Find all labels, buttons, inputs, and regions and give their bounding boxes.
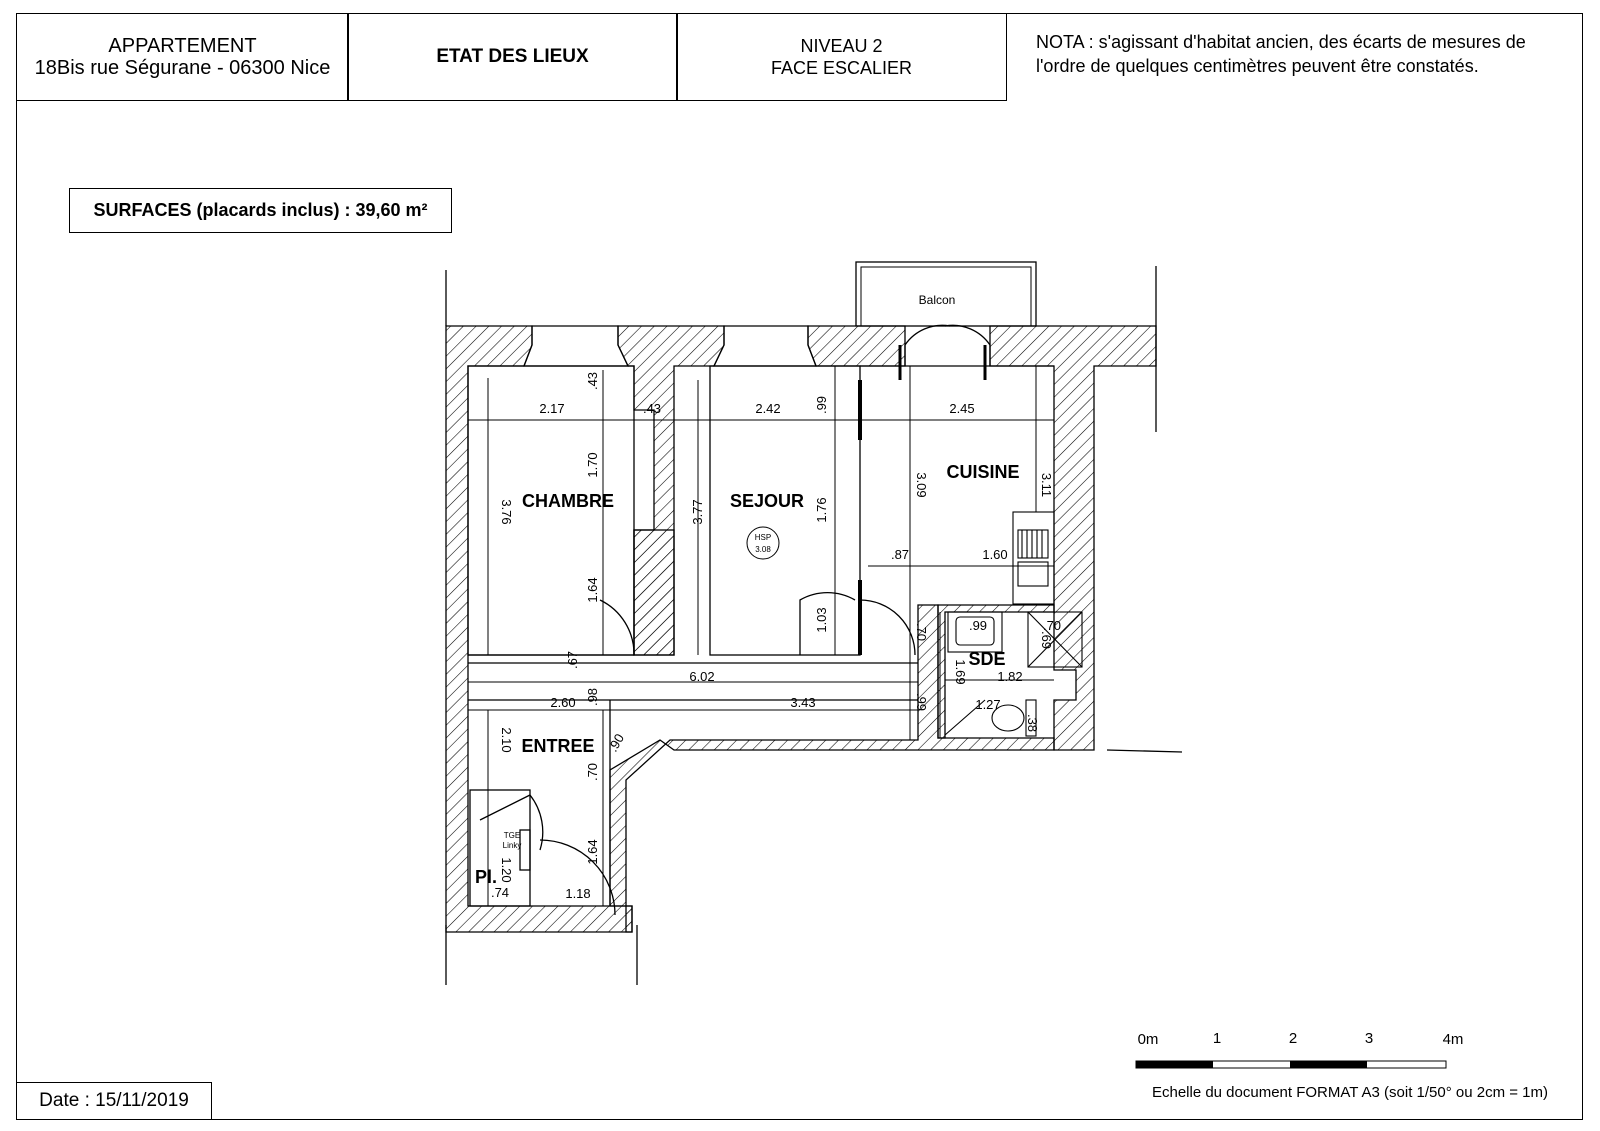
window-sejour [714, 326, 816, 366]
dim-entree-lower: 1.64 [585, 839, 600, 865]
dim-closet-depth: .43 [585, 371, 600, 391]
dim-closet-width: .43 [642, 401, 662, 416]
dim-chambre-lower: 1.64 [585, 577, 600, 603]
dim-chambre-door: .67 [565, 650, 580, 670]
hsp-marker [747, 527, 779, 559]
dim-sde-shower: .70 [1042, 618, 1062, 633]
dim-sde-depth: 1.69 [953, 659, 968, 685]
room-cuisine: CUISINE [946, 462, 1020, 482]
dimension-lines [468, 366, 1054, 906]
dim-sde-wc: .38 [1025, 713, 1040, 733]
dim-entree-passage: .70 [585, 762, 600, 782]
scale-label-3: 3 [1364, 1030, 1374, 1047]
dim-sejour-upper: 1.76 [814, 497, 829, 523]
dim-corridor-width: .98 [585, 687, 600, 707]
dim-cuisine-depth: 3.09 [914, 472, 929, 498]
scale-caption: Echelle du document FORMAT A3 (soit 1/50° ou 2cm = 1m) [1151, 1084, 1549, 1101]
room-sde: SDE [968, 649, 1006, 669]
room-placard: Pl. [474, 867, 498, 887]
dim-corridor-right-depth: .99 [914, 692, 929, 712]
dim-chambre-upper: 1.70 [585, 452, 600, 478]
surfaces-box: SURFACES (placards inclus) : 39,60 m² [69, 188, 452, 233]
address: 18Bis rue Ségurane - 06300 Nice [34, 57, 331, 79]
scale-label-0: 0m [1137, 1031, 1159, 1048]
dim-sde-left: .70 [914, 622, 929, 642]
dim-sejour-width: 2.42 [755, 401, 781, 416]
position-label: FACE ESCALIER [770, 58, 913, 78]
hsp-value: 3.08 [755, 545, 771, 554]
balcony [856, 262, 1036, 326]
dim-sde-shower-side: .69 [1039, 630, 1054, 650]
dim-cuisine-gap: .87 [890, 547, 910, 562]
wall-east [990, 326, 1156, 750]
level-label: NIVEAU 2 [800, 36, 883, 56]
window-chambre [524, 326, 628, 366]
dim-cuisine-counter: 1.60 [982, 547, 1008, 562]
scale-bar [1136, 1030, 1548, 1101]
dim-sejour-depth: 3.77 [690, 499, 705, 525]
balcony-label: Balcon [918, 293, 956, 307]
dim-cuisine-width: 2.45 [949, 401, 975, 416]
dim-entree-diag: .90 [605, 731, 628, 755]
tge-label: TGE [503, 831, 521, 840]
dim-entree-depth: 2.10 [499, 727, 514, 753]
sink-icon [1018, 530, 1048, 586]
dim-corridor-left: 2.60 [550, 695, 576, 710]
dim-corridor-right: 3.43 [790, 695, 816, 710]
document-title: ETAT DES LIEUX [436, 46, 589, 67]
dim-chambre-depth: 3.76 [499, 499, 514, 525]
room-entree: ENTREE [521, 736, 595, 756]
linky-label: Linky [502, 841, 522, 850]
dim-entree-door: 1.18 [565, 886, 591, 901]
dim-placard-width: .74 [490, 885, 510, 900]
hsp-label: HSP [754, 533, 772, 542]
room-chambre: CHAMBRE [522, 491, 614, 511]
dim-placard-depth: 1.20 [499, 857, 514, 883]
dim-sejour-door: 1.03 [814, 607, 829, 633]
property-type: APPARTEMENT [108, 35, 257, 57]
scale-label-2: 2 [1288, 1030, 1298, 1047]
wall-west [446, 326, 632, 932]
dim-sde-lower: 1.27 [975, 697, 1001, 712]
date-box: Date : 15/11/2019 [16, 1082, 212, 1120]
dim-sde-width: 1.82 [997, 669, 1023, 684]
kitchen-fixtures [1013, 512, 1054, 604]
dim-sde-sink: .99 [968, 618, 988, 633]
scale-label-4: 4m [1442, 1031, 1464, 1048]
room-sejour: SEJOUR [729, 491, 805, 511]
scale-label-1: 1 [1212, 1030, 1222, 1047]
dim-window-pier: .99 [814, 395, 829, 415]
nota-text: NOTA : s'agissant d'habitat ancien, des écarts de mesures de l'ordre de quelques centimètres peuvent être constatés. [1036, 32, 1526, 76]
wall-north-mid [808, 326, 905, 366]
dim-cuisine-right: 3.11 [1039, 472, 1054, 498]
dim-chambre-width: 2.17 [539, 401, 565, 416]
dim-corridor-length: 6.02 [689, 669, 715, 684]
